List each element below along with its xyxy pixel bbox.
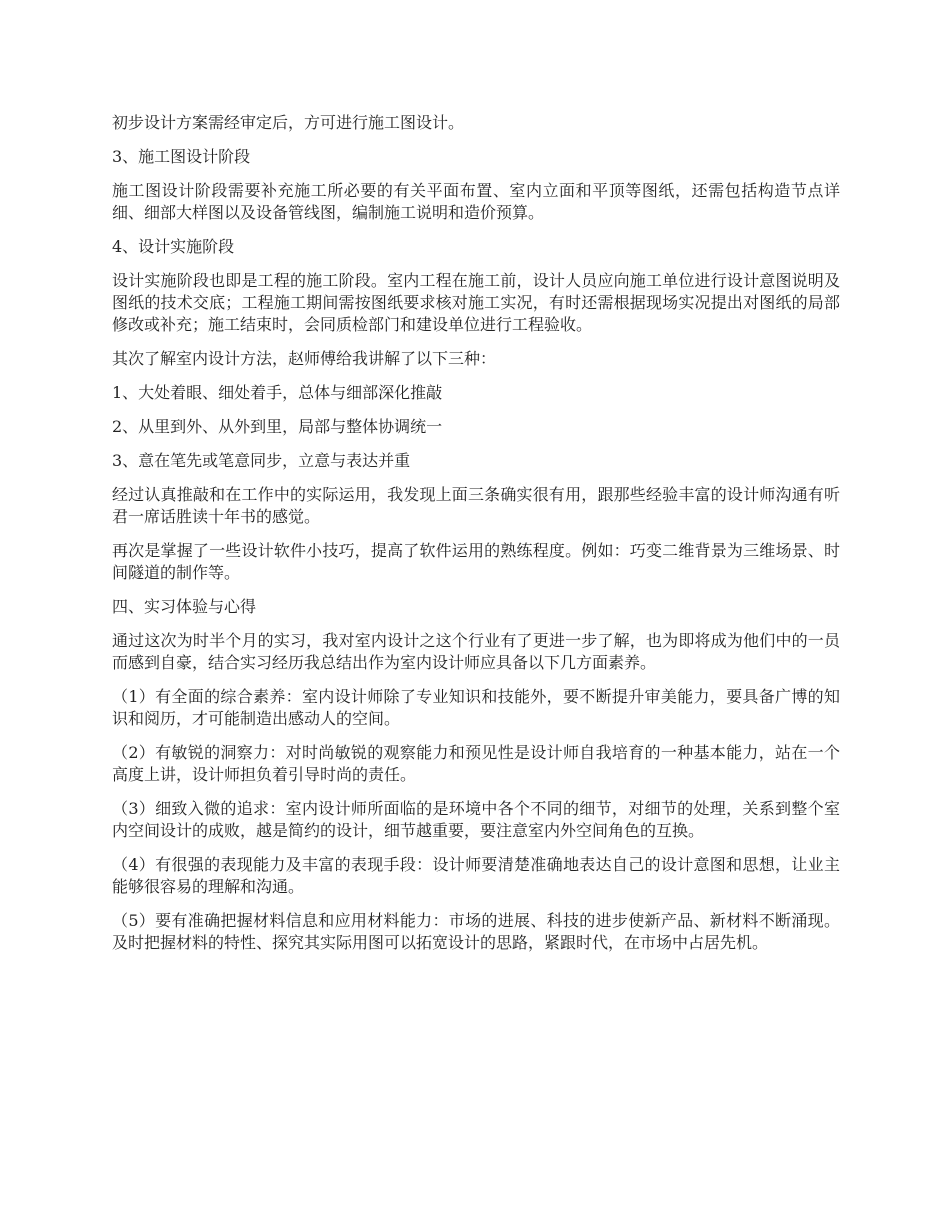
list-item-quality-5: （5）要有准确把握材料信息和应用材料能力：市场的进展、科技的进步使新产品、新材料不断涌现。及时把握材料的特性、探究其实际用图可以拓宽设计的思路，紧跟时代，在市场中占居先机。: [112, 911, 840, 952]
paragraph-design-methods-intro: 其次了解室内设计方法，赵师傅给我讲解了以下三种：: [112, 349, 497, 368]
paragraph-implementation-stage: 设计实施阶段也即是工程的施工阶段。室内工程在施工前，设计人员应向施工单位进行设计意图说明及图纸的技术交底；工程施工期间需按图纸要求核对施工实况，有时还需根据现场实况提出对图纸的局部修改或补充；施工结束时，会同质检部门和建设单位进行工程验收。: [112, 271, 840, 334]
list-item-quality-4: （4）有很强的表现能力及丰富的表现手段：设计师要清楚准确地表达自己的设计意图和思想，让业主能够很容易的理解和沟通。: [112, 855, 840, 896]
heading-construction-drawing-stage: 3、施工图设计阶段: [112, 147, 251, 166]
list-item-quality-3: （3）细致入微的追求：室内设计师所面临的是环境中各个不同的细节，对细节的处理，关系到整个室内空间设计的成败，越是简约的设计，细节越重要，要注意室内外空间角色的互换。: [112, 799, 840, 840]
paragraph-construction-drawing-stage: 施工图设计阶段需要补充施工所必要的有关平面布置、室内立面和平顶等图纸，还需包括构造节点详细、细部大样图以及设备管线图，编制施工说明和造价预算。: [112, 181, 840, 222]
list-item-method-1: 1、大处着眼、细处着手，总体与细部深化推敲: [112, 383, 443, 402]
heading-implementation-stage: 4、设计实施阶段: [112, 237, 235, 256]
paragraph-software-skills: 再次是掌握了一些设计软件小技巧，提高了软件运用的熟练程度。例如：巧变二维背景为三维场景、时间隧道的制作等。: [112, 541, 840, 582]
list-item-method-2: 2、从里到外、从外到里，局部与整体协调统一: [112, 417, 443, 436]
heading-internship-experience: 四、实习体验与心得: [112, 597, 257, 616]
paragraph-internship-summary: 通过这次为时半个月的实习，我对室内设计之这个行业有了更进一步了解，也为即将成为他们中的一员而感到自豪，结合实习经历我总结出作为室内设计师应具备以下几方面素养。: [112, 631, 840, 672]
paragraph-methods-reflection: 经过认真推敲和在工作中的实际运用，我发现上面三条确实很有用，跟那些经验丰富的设计师沟通有听君一席话胜读十年书的感觉。: [112, 485, 840, 526]
list-item-method-3: 3、意在笔先或笔意同步，立意与表达并重: [112, 451, 411, 470]
list-item-quality-1: （1）有全面的综合素养：室内设计师除了专业知识和技能外，要不断提升审美能力，要具备广博的知识和阅历，才可能制造出感动人的空间。: [112, 687, 840, 728]
list-item-quality-2: （2）有敏锐的洞察力：对时尚敏锐的观察能力和预见性是设计师自我培育的一种基本能力，站在一个高度上讲，设计师担负着引导时尚的责任。: [112, 743, 840, 784]
paragraph-design-approval: 初步设计方案需经审定后，方可进行施工图设计。: [112, 113, 465, 132]
document-body: [112, 112, 840, 966]
